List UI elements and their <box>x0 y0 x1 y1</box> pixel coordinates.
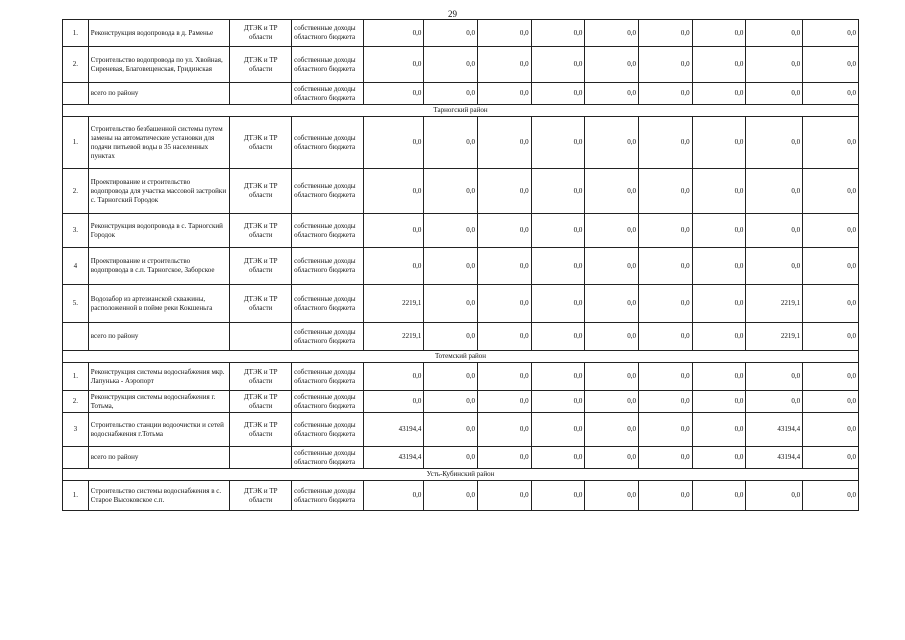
amount-cell: 0,0 <box>477 169 531 214</box>
funding-source: собственные доходы областного бюджета <box>292 248 364 285</box>
amount-cell: 0,0 <box>531 248 585 285</box>
project-name: Реконструкция водопровода в с. Тарногский Городок <box>88 214 229 248</box>
amount-cell: 0,0 <box>746 363 803 391</box>
amount-cell: 0,0 <box>424 117 478 169</box>
amount-cell: 0,0 <box>364 248 424 285</box>
amount-cell: 0,0 <box>639 248 693 285</box>
amount-cell: 0,0 <box>585 447 639 469</box>
row-number: 4 <box>63 248 89 285</box>
executor: ДТЭК и ТР области <box>230 481 292 511</box>
project-name: Реконструкция системы водоснабжения г. Тотьма, <box>88 391 229 413</box>
amount-cell: 0,0 <box>477 47 531 83</box>
amount-cell: 0,0 <box>424 47 478 83</box>
funding-source: собственные доходы областного бюджета <box>292 214 364 248</box>
amount-cell: 0,0 <box>692 363 746 391</box>
amount-cell: 0,0 <box>585 481 639 511</box>
amount-cell: 0,0 <box>746 214 803 248</box>
amount-cell: 0,0 <box>639 83 693 105</box>
row-number: 1. <box>63 20 89 47</box>
amount-cell: 0,0 <box>364 481 424 511</box>
amount-cell: 0,0 <box>477 117 531 169</box>
amount-cell: 0,0 <box>585 117 639 169</box>
amount-cell: 0,0 <box>531 363 585 391</box>
funding-source: собственные доходы областного бюджета <box>292 323 364 351</box>
amount-cell: 0,0 <box>531 323 585 351</box>
executor: ДТЭК и ТР области <box>230 169 292 214</box>
amount-cell: 0,0 <box>639 169 693 214</box>
amount-cell: 0,0 <box>692 391 746 413</box>
amount-cell: 0,0 <box>424 285 478 323</box>
project-name: Проектирование и строительство водопровода в с.п. Тарногское, Заборское <box>88 248 229 285</box>
amount-cell: 0,0 <box>692 169 746 214</box>
row-number: 2. <box>63 391 89 413</box>
amount-cell: 0,0 <box>477 447 531 469</box>
amount-cell: 0,0 <box>424 481 478 511</box>
row-number: 3. <box>63 214 89 248</box>
table-row <box>63 285 859 323</box>
amount-cell: 0,0 <box>531 169 585 214</box>
amount-cell: 0,0 <box>803 20 859 47</box>
amount-cell: 0,0 <box>477 214 531 248</box>
amount-cell: 0,0 <box>585 363 639 391</box>
amount-cell: 0,0 <box>364 20 424 47</box>
amount-cell: 0,0 <box>639 323 693 351</box>
amount-cell: 0,0 <box>424 248 478 285</box>
amount-cell: 0,0 <box>803 169 859 214</box>
project-name: всего по району <box>88 323 229 351</box>
table-row <box>63 481 859 511</box>
funding-source: собственные доходы областного бюджета <box>292 391 364 413</box>
amount-cell: 0,0 <box>746 47 803 83</box>
table-row <box>63 391 859 413</box>
project-name: Проектирование и строительство водопровода для участка массовой застройки с. Тарногский Городок <box>88 169 229 214</box>
amount-cell: 0,0 <box>803 83 859 105</box>
amount-cell: 43194,4 <box>364 413 424 447</box>
amount-cell: 0,0 <box>746 83 803 105</box>
table-body <box>63 20 859 511</box>
amount-cell: 2219,1 <box>746 323 803 351</box>
amount-cell: 0,0 <box>424 323 478 351</box>
executor: ДТЭК и ТР области <box>230 47 292 83</box>
amount-cell: 0,0 <box>531 285 585 323</box>
amount-cell: 0,0 <box>364 214 424 248</box>
row-number: 1. <box>63 481 89 511</box>
executor <box>230 83 292 105</box>
amount-cell: 0,0 <box>585 323 639 351</box>
amount-cell: 0,0 <box>803 413 859 447</box>
amount-cell: 0,0 <box>477 363 531 391</box>
table-row <box>63 20 859 47</box>
amount-cell: 0,0 <box>585 413 639 447</box>
region-header-row <box>63 351 859 363</box>
executor <box>230 447 292 469</box>
amount-cell: 0,0 <box>364 83 424 105</box>
amount-cell: 0,0 <box>424 363 478 391</box>
amount-cell: 0,0 <box>477 20 531 47</box>
amount-cell: 0,0 <box>477 481 531 511</box>
amount-cell: 0,0 <box>477 323 531 351</box>
amount-cell: 0,0 <box>477 391 531 413</box>
amount-cell: 0,0 <box>692 481 746 511</box>
funding-source: собственные доходы областного бюджета <box>292 413 364 447</box>
amount-cell: 43194,4 <box>746 413 803 447</box>
funding-source: собственные доходы областного бюджета <box>292 20 364 47</box>
amount-cell: 0,0 <box>477 83 531 105</box>
region-header-row <box>63 105 859 117</box>
region-name: Тотемский район <box>63 351 859 363</box>
amount-cell: 0,0 <box>585 285 639 323</box>
amount-cell: 0,0 <box>692 447 746 469</box>
region-header-row <box>63 469 859 481</box>
row-number <box>63 323 89 351</box>
amount-cell: 0,0 <box>364 391 424 413</box>
table-row <box>63 47 859 83</box>
amount-cell: 0,0 <box>692 413 746 447</box>
page-number: 29 <box>448 9 457 19</box>
amount-cell: 0,0 <box>477 248 531 285</box>
row-number: 5. <box>63 285 89 323</box>
amount-cell: 0,0 <box>364 117 424 169</box>
funding-source: собственные доходы областного бюджета <box>292 169 364 214</box>
table-row <box>63 413 859 447</box>
amount-cell: 0,0 <box>639 413 693 447</box>
project-name: Реконструкция системы водоснабжения мкр. Лапунька - Аэропорт <box>88 363 229 391</box>
funding-source: собственные доходы областного бюджета <box>292 363 364 391</box>
amount-cell: 0,0 <box>692 117 746 169</box>
amount-cell: 0,0 <box>585 214 639 248</box>
project-name: Строительство системы водоснабжения в с. Старое Высоковское с.п. <box>88 481 229 511</box>
amount-cell: 0,0 <box>424 413 478 447</box>
row-number: 1. <box>63 363 89 391</box>
amount-cell: 0,0 <box>803 285 859 323</box>
executor: ДТЭК и ТР области <box>230 391 292 413</box>
amount-cell: 0,0 <box>639 47 693 83</box>
amount-cell: 0,0 <box>803 481 859 511</box>
amount-cell: 0,0 <box>585 391 639 413</box>
amount-cell: 0,0 <box>585 20 639 47</box>
amount-cell: 0,0 <box>531 214 585 248</box>
amount-cell: 0,0 <box>746 481 803 511</box>
amount-cell: 0,0 <box>746 20 803 47</box>
executor <box>230 323 292 351</box>
project-name: Строительство водопровода по ул. Хвойная, Сиреневая, Благовещенская, Гридинская <box>88 47 229 83</box>
amount-cell: 0,0 <box>746 169 803 214</box>
funding-source: собственные доходы областного бюджета <box>292 83 364 105</box>
amount-cell: 0,0 <box>531 20 585 47</box>
table-row <box>63 169 859 214</box>
amount-cell: 0,0 <box>746 248 803 285</box>
row-number <box>63 83 89 105</box>
amount-cell: 0,0 <box>424 447 478 469</box>
executor: ДТЭК и ТР области <box>230 363 292 391</box>
amount-cell: 0,0 <box>692 323 746 351</box>
amount-cell: 0,0 <box>364 47 424 83</box>
amount-cell: 0,0 <box>585 169 639 214</box>
amount-cell: 0,0 <box>639 447 693 469</box>
amount-cell: 0,0 <box>585 83 639 105</box>
amount-cell: 0,0 <box>424 391 478 413</box>
funding-source: собственные доходы областного бюджета <box>292 47 364 83</box>
amount-cell: 0,0 <box>585 47 639 83</box>
project-name: Реконструкция водопровода в д. Раменье <box>88 20 229 47</box>
amount-cell: 0,0 <box>639 481 693 511</box>
amount-cell: 0,0 <box>531 83 585 105</box>
district-total-row <box>63 323 859 351</box>
amount-cell: 0,0 <box>639 214 693 248</box>
district-total-row <box>63 447 859 469</box>
amount-cell: 0,0 <box>531 413 585 447</box>
amount-cell: 0,0 <box>531 47 585 83</box>
executor: ДТЭК и ТР области <box>230 20 292 47</box>
amount-cell: 0,0 <box>531 447 585 469</box>
amount-cell: 2219,1 <box>364 323 424 351</box>
amount-cell: 0,0 <box>364 169 424 214</box>
table-row <box>63 363 859 391</box>
amount-cell: 0,0 <box>477 413 531 447</box>
region-name: Усть-Кубинский район <box>63 469 859 481</box>
funding-source: собственные доходы областного бюджета <box>292 481 364 511</box>
amount-cell: 0,0 <box>639 391 693 413</box>
project-name: Строительство безбашенной системы путем замены на автоматические установки для подачи питьевой воды в 35 населенных пунктах <box>88 117 229 169</box>
amount-cell: 0,0 <box>803 248 859 285</box>
amount-cell: 0,0 <box>424 214 478 248</box>
amount-cell: 0,0 <box>585 248 639 285</box>
project-name: Водозабор из артезианской скважины, расположенной в пойме реки Кокшеньга <box>88 285 229 323</box>
amount-cell: 0,0 <box>531 481 585 511</box>
funding-source: собственные доходы областного бюджета <box>292 117 364 169</box>
amount-cell: 0,0 <box>803 363 859 391</box>
amount-cell: 0,0 <box>639 363 693 391</box>
project-name: всего по району <box>88 447 229 469</box>
amount-cell: 0,0 <box>531 117 585 169</box>
amount-cell: 0,0 <box>639 20 693 47</box>
project-name: Строительство станции водоочистки и сетей водоснабжения г.Тотьма <box>88 413 229 447</box>
executor: ДТЭК и ТР области <box>230 413 292 447</box>
amount-cell: 0,0 <box>803 391 859 413</box>
amount-cell: 0,0 <box>803 117 859 169</box>
amount-cell: 43194,4 <box>364 447 424 469</box>
executor: ДТЭК и ТР области <box>230 117 292 169</box>
amount-cell: 0,0 <box>803 447 859 469</box>
amount-cell: 0,0 <box>692 20 746 47</box>
table-row <box>63 214 859 248</box>
amount-cell: 2219,1 <box>364 285 424 323</box>
amount-cell: 43194,4 <box>746 447 803 469</box>
executor: ДТЭК и ТР области <box>230 285 292 323</box>
budget-table <box>62 19 859 511</box>
district-total-row <box>63 83 859 105</box>
amount-cell: 0,0 <box>639 117 693 169</box>
amount-cell: 0,0 <box>424 20 478 47</box>
amount-cell: 0,0 <box>692 285 746 323</box>
project-name: всего по району <box>88 83 229 105</box>
amount-cell: 0,0 <box>364 363 424 391</box>
amount-cell: 0,0 <box>692 47 746 83</box>
row-number: 2. <box>63 47 89 83</box>
amount-cell: 0,0 <box>424 169 478 214</box>
amount-cell: 0,0 <box>639 285 693 323</box>
executor: ДТЭК и ТР области <box>230 214 292 248</box>
row-number: 3 <box>63 413 89 447</box>
table-row <box>63 248 859 285</box>
amount-cell: 0,0 <box>803 47 859 83</box>
executor: ДТЭК и ТР области <box>230 248 292 285</box>
amount-cell: 2219,1 <box>746 285 803 323</box>
amount-cell: 0,0 <box>803 323 859 351</box>
amount-cell: 0,0 <box>692 83 746 105</box>
amount-cell: 0,0 <box>746 117 803 169</box>
row-number: 2. <box>63 169 89 214</box>
region-name: Тарногский район <box>63 105 859 117</box>
amount-cell: 0,0 <box>692 248 746 285</box>
amount-cell: 0,0 <box>803 214 859 248</box>
amount-cell: 0,0 <box>746 391 803 413</box>
row-number <box>63 447 89 469</box>
amount-cell: 0,0 <box>477 285 531 323</box>
funding-source: собственные доходы областного бюджета <box>292 285 364 323</box>
row-number: 1. <box>63 117 89 169</box>
amount-cell: 0,0 <box>424 83 478 105</box>
funding-source: собственные доходы областного бюджета <box>292 447 364 469</box>
amount-cell: 0,0 <box>692 214 746 248</box>
amount-cell: 0,0 <box>531 391 585 413</box>
table-row <box>63 117 859 169</box>
